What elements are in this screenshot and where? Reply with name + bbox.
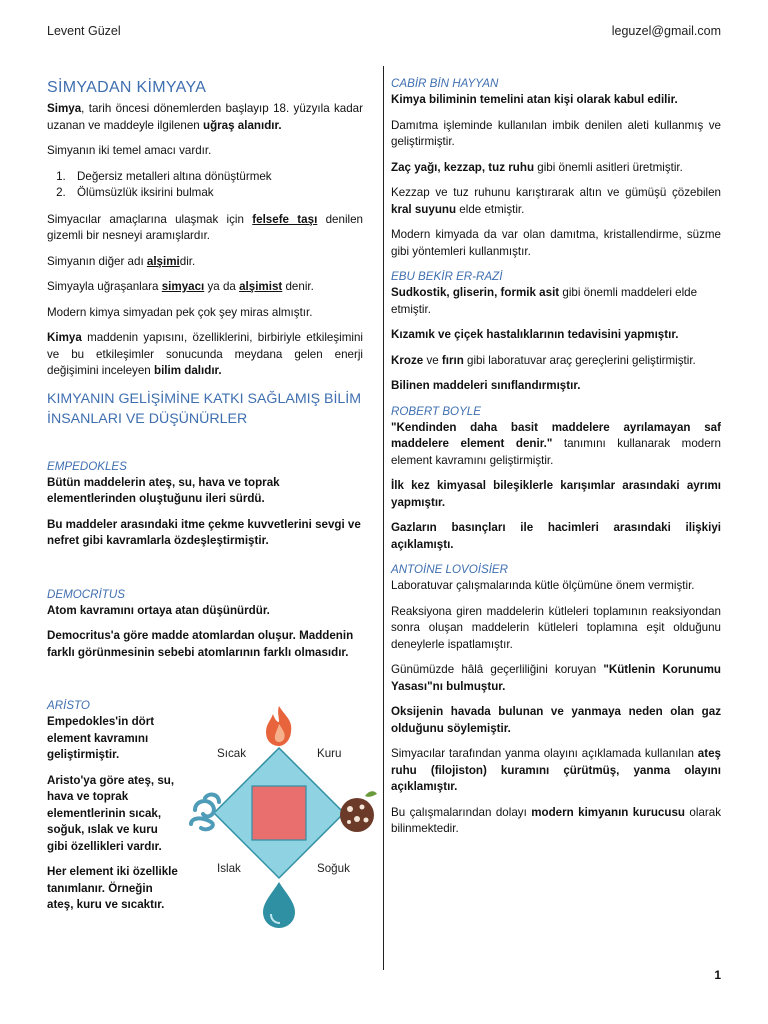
page-number: 1 [714,968,721,982]
text: havada bulunan ve yanmaya neden olan gaz olduğunu söylemiştir. [391,705,721,735]
term-philosopher-stone: felsefe taşı [252,212,318,226]
democritus-p2: Democritus'a göre madde atomlardan oluşur. Maddenin farklı görünmesinin sebebi atomlarının farklı olmasıdır. [47,629,354,659]
fire-icon [266,706,291,746]
empedokles-p1: Bütün maddelerin ateş, su, hava ve toprak elementlerinden oluştuğunu ileri sürdü. [47,475,280,505]
left-column [47,76,363,938]
text-bold: Kroze [391,353,424,367]
aristo-p2: Aristo'ya göre ateş, su, hava ve toprak elementlerinin sıcak, soğuk, ıslak ve kuru gibi özellikleri vardır. [47,773,175,853]
lavoisier-p2: Reaksiyona giren maddelerin kütleleri toplamının reaksiyondan sonra oluşan maddelerin kütleleri toplamına eşit olduğunu deneylerle ispatlamıştır. [391,604,721,651]
cabir-p3 [391,160,721,177]
razi-p2 [391,327,721,344]
right-column [391,76,721,847]
text-bold: Sudkostik, gliserin, formik asit [391,286,560,299]
text: ve [434,328,455,341]
name-razi: EBU BEKİR ER-RAZİ [391,270,503,283]
simya-text: , tarih öncesi dönemlerden başlayıp 18. yüzyıla kadar uzanan ve maddeyle ilgilenen [47,102,363,132]
boyle-p2: İlk kez kimyasal bileşiklerle karışımlar arasındaki ayrımı yapmıştır. [391,479,721,509]
goals-intro: Simyanın iki temel amacı vardır. [47,144,212,157]
text: ya da [204,280,240,293]
boyle-p3: Gazların basınçları ile hacimleri arasındaki ilişkiyi açıklamıştı. [391,521,721,551]
text: Simyayla uğraşanlara [47,280,162,293]
text: tanımını kullanarak modern element kavramını geliştirmiştir. [391,437,721,467]
text-bold: "Kütlenin Korunumu Yasası" [391,663,721,693]
goal-item: 1. Değersiz metalleri altına dönüştürmek [69,169,363,186]
goal-item: 2. Ölümsüzlük iksirini bulmak [69,185,363,202]
empedokles-p2: Bu maddeler arasındaki itme çekme kuvvetlerini sevgi ve nefret gibi kavramlarla özdeşleştirmiştir. [47,517,361,547]
term-alsimi: alşimi [146,254,180,268]
goals-list [47,169,363,202]
text: dir. [179,254,196,268]
alchemy-name-paragraph [47,254,363,271]
text-bold: nı bulmuştur. [432,679,506,693]
earth-icon [340,791,377,832]
water-drop-icon [263,882,295,928]
text-bold: bilim dalıdır. [153,364,222,377]
cabir-p2: Damıtma işleminde kullanılan imbik denilen aleti kullanmış ve geliştirmiştir. [391,118,721,148]
aristo-p3: Her element iki özellikle tanımlanır. Örneğin ateş, kuru ve sıcaktır. [47,865,178,911]
lavoisier-p4 [391,704,721,737]
cabir-p1: Kimya biliminin temelini atan kişi olarak kabul edilir. [391,93,678,106]
democritus-p1: Atom kavramını ortaya atan düşünürdür. [47,603,270,617]
text: Kezzap ve tuz ruhunu karıştırarak altın ve gümüşü çözebilen [391,186,721,199]
name-lavoisier: ANTOİNE LOVOİSİER [391,563,509,576]
label-cold: Soğuk [317,862,350,875]
philosopher-stone-paragraph [47,212,363,245]
name-aristo: ARİSTO [47,699,90,712]
header-author: Levent Güzel [47,24,121,38]
razi-p1 [391,285,721,318]
name-boyle: ROBERT BOYLE [391,404,481,418]
cabir-p4 [391,185,721,218]
text: gibi önemli asitleri üretmiştir. [534,160,683,174]
text: hastalıklarının tedavisini yapmıştır. [483,328,679,341]
lavoisier-p3 [391,662,721,695]
text: maddenin yapısını, özelliklerini, birbiriyle etkileşimini ve bu etkileşimler sonucunda meydana gelen enerji değişimini inceleyen [47,331,363,377]
text: Simyanın diğer adı [47,254,147,268]
lavoisier-p5 [391,746,721,796]
term-alsimist: alşimist [239,280,283,293]
alchemist-paragraph [47,279,363,296]
air-swirl-icon [191,795,219,830]
square-shape [252,786,306,840]
page-title: SİMYADAN KİMYAYA [47,79,207,96]
text-bold: kuramını çürütmüş, yanma olayını açıklamıştır. [391,763,721,793]
label-wet: Islak [217,862,241,875]
text: Günümüzde hâlâ geçerliliğini koruyan [391,663,604,676]
text: ve [423,353,442,367]
text-bold: "Kendinden daha basit maddelere ayrılamayan saf maddelere element denir." [391,420,721,450]
aristo-section [47,698,363,938]
razi-p3 [391,353,721,370]
text-bold: fırın [441,353,464,367]
section-title: KIMYANIN GELİŞİMİNE KATKI SAĞLAMIŞ BİLİM İNSANLARI VE DÜŞÜNÜRLER [47,390,362,427]
name-cabir: CABİR BİN HAYYAN [391,77,499,90]
text: gibi laboratuvar araç gereçlerini geliştirmiştir. [463,353,696,367]
simya-term: Simya [47,102,82,115]
label-hot: Sıcak [217,747,246,760]
text: gibi önemli maddeleri elde etmiştir. [391,286,698,316]
text-bold: Zaç yağı, kezzap, tuz ruhu [391,160,535,174]
text: Simyacılar amaçlarına ulaşmak için [47,212,253,226]
elements-diagram-svg [187,698,387,938]
lavoisier-p1: Laboratuvar çalışmalarında kütle ölçümüne önem vermiştir. [391,579,695,592]
text: denir. [282,280,314,293]
aristo-text [47,698,179,923]
text-bold: kral suyunu [391,202,457,216]
text: Kızamık [391,328,435,341]
four-elements-diagram [187,698,387,938]
name-empedokles: EMPEDOKLES [47,459,127,473]
chemistry-definition [47,330,363,380]
header-email: leguzel@gmail.com [611,24,721,38]
text: olarak bilinmektedir. [391,805,721,835]
label-dry: Kuru [317,747,342,760]
name-democritus: DEMOCRİTUS [47,587,125,601]
aristo-p1: Empedokles'in dört element kavramını geliştirmiştir. [47,715,155,761]
razi-p4: Bilinen maddeleri sınıflandırmıştır. [391,379,581,392]
heritage-paragraph: Modern kimya simyadan pek çok şey miras almıştır. [47,305,313,319]
text: Simyacılar tarafından yanma olayını açıklamada kullanılan [391,747,698,760]
simya-bold-end: uğraş alanıdır. [202,118,282,132]
text-bold: modern kimyanın kurucusu [531,805,685,819]
simya-definition [47,101,363,134]
kimya-term: Kimya [47,331,82,344]
text: Bu çalışmalarından dolayı [391,805,532,819]
term-simyaci: simyacı [161,280,205,293]
text: çiçek [454,328,484,341]
lavoisier-p6 [391,805,721,838]
text-bold: Oksijenin [391,705,444,718]
text: denilen gizemli bir nesneyi aramışlardır. [47,212,363,242]
cabir-p5: Modern kimyada da var olan damıtma, kristallendirme, süzme gibi yöntemleri kullanmıştır. [391,228,721,258]
text: elde etmiştir. [456,202,525,216]
text-bold: ateş ruhu (filojiston) [391,747,721,777]
boyle-p1 [391,420,721,470]
